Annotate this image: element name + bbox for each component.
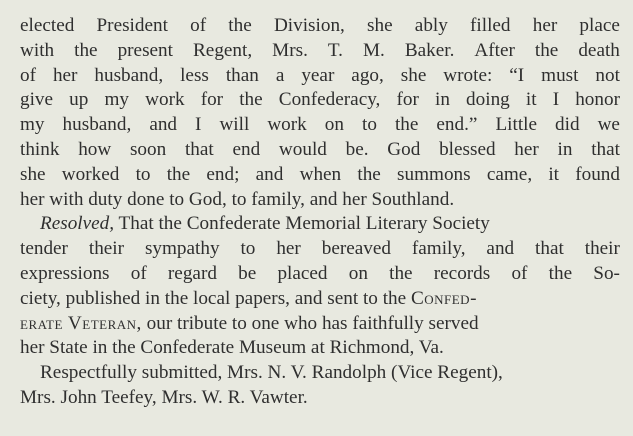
text-line: tender their sympathy to her bereaved family, and that their [20, 238, 620, 260]
text-line: elected President of the Division, she ably filled her place [20, 15, 620, 36]
text-line: of her husband, less than a year ago, she wrote: “I must not [20, 64, 620, 86]
text-line: Mrs. John Teefey, Mrs. W. R. Vawter. [20, 386, 308, 408]
text-line: her State in the Confederate Museum at Richmond, Va. [20, 337, 444, 359]
text-fragment: our tribute to one who has faithfully served [146, 312, 479, 334]
text-line: Respectfully submitted, Mrs. N. V. Randolph (Vice Regent), [40, 362, 503, 384]
text-fragment: ciety, published in the local papers, and sent to the [20, 287, 407, 309]
text-line: expressions of regard be placed on the records of the So- [20, 262, 620, 284]
text-line [20, 287, 620, 312]
text-fragment: That the Confederate Memorial Literary Society [118, 213, 490, 235]
text-line-resolved [20, 212, 620, 237]
text-line: give up my work for the Confederacy, for in doing it I honor [20, 89, 620, 111]
text-line: my husband, and I will work on to the end.” Little did we [20, 114, 620, 136]
text-line: with the present Regent, Mrs. T. M. Baker. After the death [20, 39, 620, 61]
article-text [20, 14, 620, 411]
text-line: she worked to the end; and when the summons came, it found [20, 163, 620, 185]
text-line [20, 312, 620, 337]
small-caps-fragment: erate Veteran, [20, 312, 142, 334]
text-line: think how soon that end would be. God blessed her in that [20, 138, 620, 160]
resolved-word: Resolved, [40, 213, 115, 235]
text-line: her with duty done to God, to family, and her Southland. [20, 188, 455, 210]
small-caps-fragment: Confed- [410, 287, 477, 309]
